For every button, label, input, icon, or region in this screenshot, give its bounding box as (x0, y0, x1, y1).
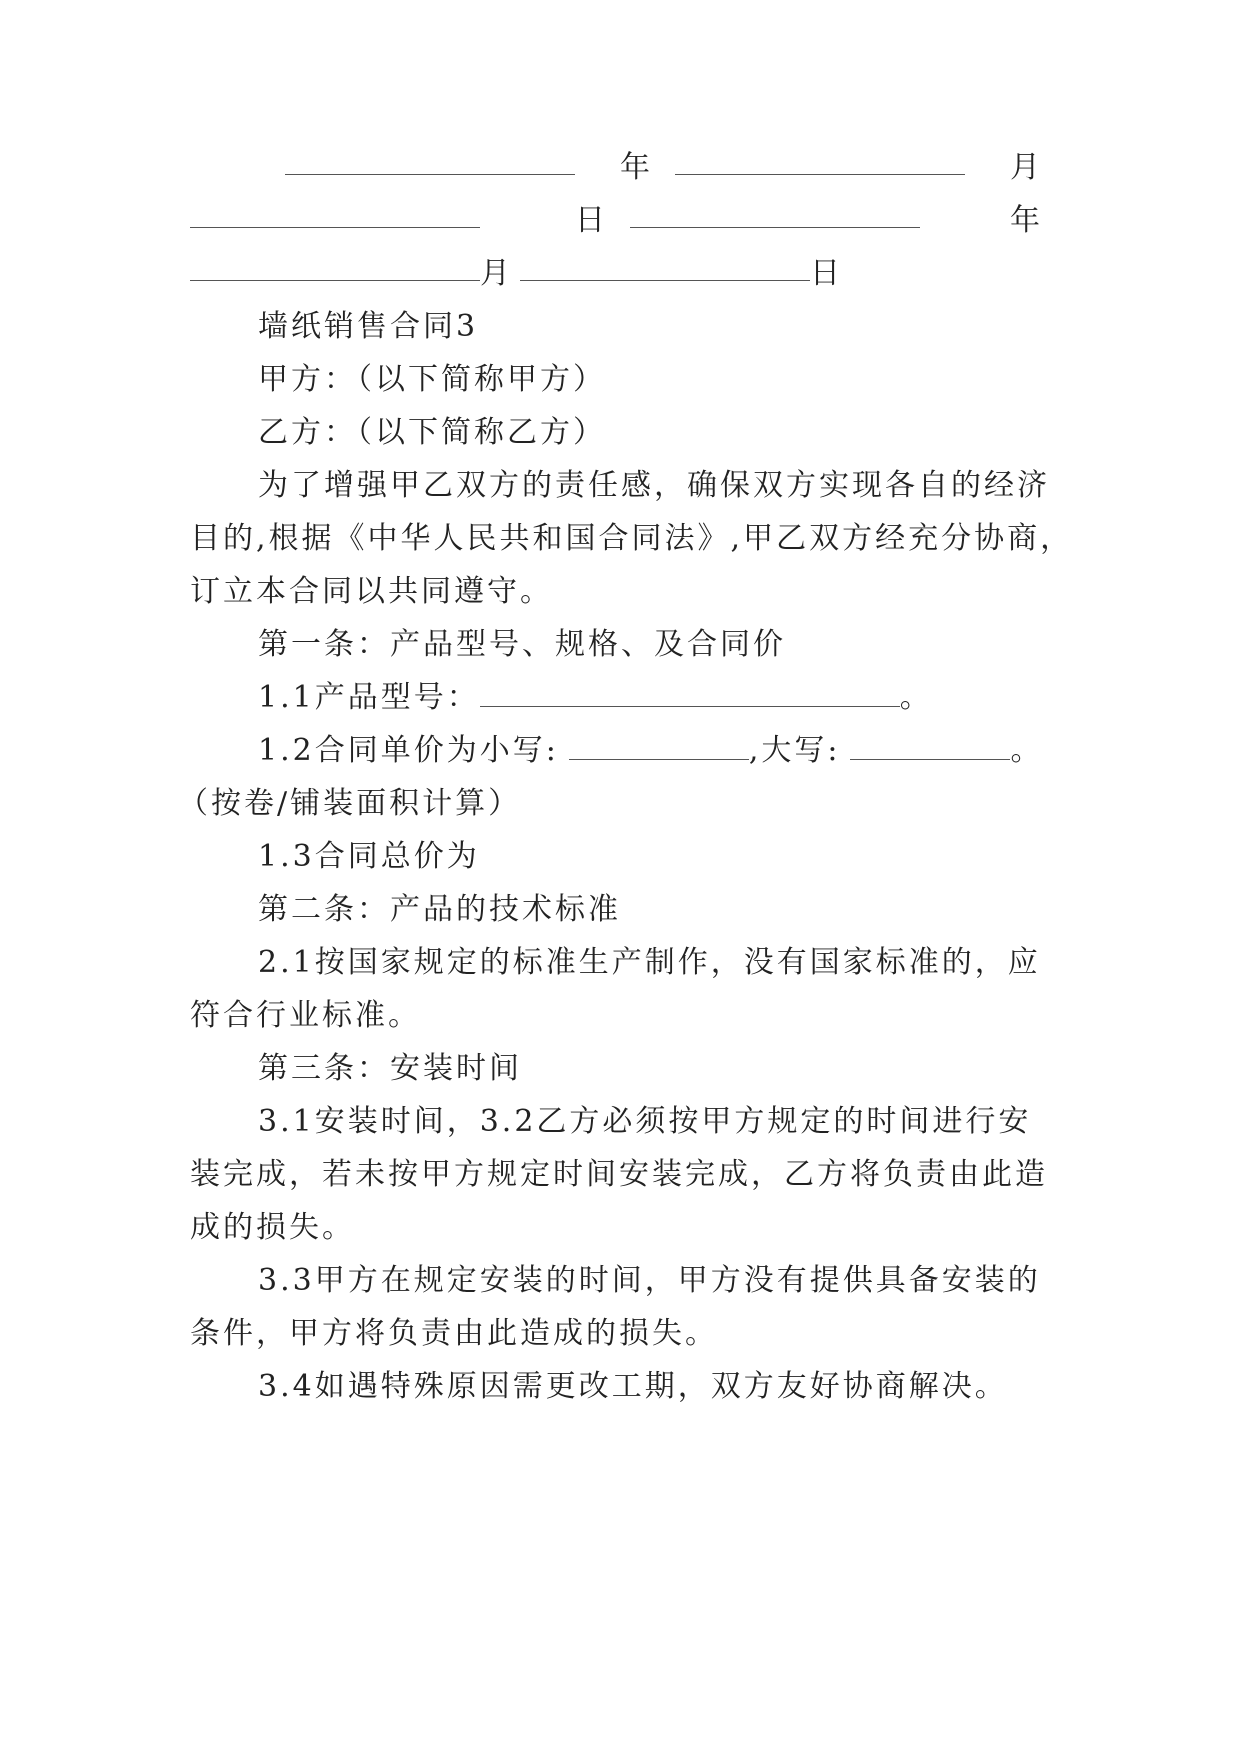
blank-line (480, 680, 900, 707)
year-label: 年 (1010, 203, 1040, 238)
item-end: 。 (899, 680, 933, 715)
article-2-item-line: 符合行业标准。 (190, 998, 421, 1033)
article-3-item-line: 成的损失。 (190, 1210, 355, 1245)
article-1-item-2-note: （按卷/铺装面积计算） (178, 786, 522, 821)
intro-line: 订立本合同以共同遵守。 (190, 574, 553, 609)
article-1-item-2 (258, 731, 1050, 771)
article-3-heading: 第三条：安装时间 (258, 1051, 522, 1086)
blank-line (285, 174, 575, 175)
contract-title: 墙纸销售合同3 (258, 309, 479, 344)
party-a: 甲方：（以下简称甲方） (258, 362, 606, 397)
article-3-item-line: 条件，甲方将负责由此造成的损失。 (190, 1316, 718, 1351)
date-row-2 (190, 201, 1050, 241)
date-row-1 (190, 148, 1050, 188)
intro-line: 目的,根据《中华人民共和国合同法》,甲乙双方经充分协商， (190, 521, 1074, 556)
article-1-item-1 (258, 678, 1050, 718)
blank-line (190, 227, 480, 228)
intro-line: 为了增强甲乙双方的责任感，确保双方实现各自的经济 (258, 468, 1050, 503)
blank-line (569, 733, 749, 760)
article-3-item-line: 3.3甲方在规定安装的时间，甲方没有提供具备安装的 (258, 1263, 1041, 1298)
day-label: 日 (575, 203, 605, 238)
item-label: 1.1产品型号： (258, 680, 480, 715)
article-1-item-3: 1.3合同总价为 (258, 839, 480, 874)
blank-line (850, 733, 1010, 760)
month-label: 月 (480, 256, 510, 291)
month-label: 月 (1010, 150, 1040, 185)
blank-line (630, 227, 920, 228)
article-3-item-line: 装完成，若未按甲方规定时间安装完成，乙方将负责由此造 (190, 1157, 1048, 1192)
article-2-item-line: 2.1按国家规定的标准生产制作，没有国家标准的，应 (258, 945, 1041, 980)
article-2-heading: 第二条：产品的技术标准 (258, 892, 621, 927)
blank-line (520, 280, 810, 281)
blank-line (675, 174, 965, 175)
article-3-item-4: 3.4如遇特殊原因需更改工期，双方友好协商解决。 (258, 1369, 1008, 1404)
year-label: 年 (620, 150, 650, 185)
party-b: 乙方：（以下简称乙方） (258, 415, 606, 450)
blank-line (190, 280, 480, 281)
item-end: 。 (1010, 733, 1044, 768)
date-row-3 (190, 254, 1050, 294)
day-label: 日 (810, 256, 840, 291)
item-label: 1.2合同单价为小写: (258, 733, 559, 768)
article-3-item-line: 3.1安装时间，3.2乙方必须按甲方规定的时间进行安 (258, 1104, 1032, 1139)
article-1-heading: 第一条：产品型号、规格、及合同价 (258, 627, 786, 662)
item-mid: ,大写: (748, 733, 841, 768)
